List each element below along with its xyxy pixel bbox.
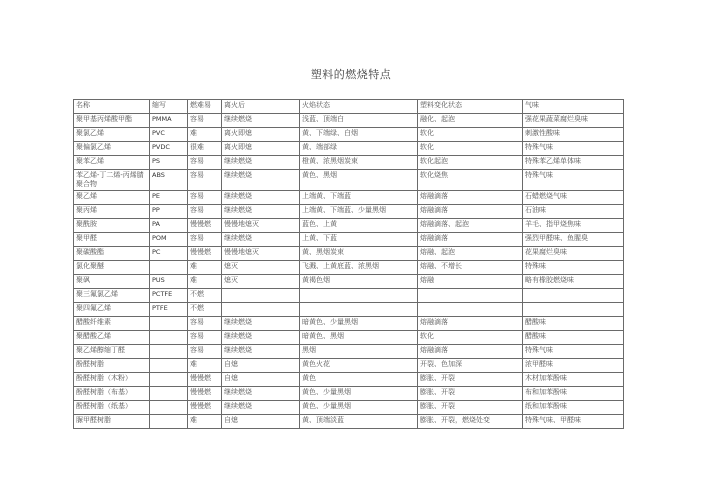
cell-change [418,289,523,303]
cell-odor: 花果腐烂臭味 [523,247,624,261]
cell-odor [523,303,624,317]
cell-after-fire: 离火即熄 [222,142,300,156]
table-row [74,170,624,191]
cell-odor: 特殊气味、甲醛味 [523,415,624,429]
cell-change: 熔融滴落 [418,191,523,205]
cell-after-fire: 继续燃烧 [222,233,300,247]
cell-abbr [150,359,188,373]
cell-name: 聚酰胺 [74,219,150,233]
combustion-table [73,99,624,429]
cell-ease: 容易 [188,317,222,331]
cell-after-fire: 熄灭 [222,275,300,289]
cell-flame: 暗黄色、黑烟 [300,331,418,345]
cell-ease: 慢慢燃 [188,247,222,261]
cell-abbr [150,317,188,331]
cell-change: 软化 [418,142,523,156]
cell-ease: 难 [188,415,222,429]
cell-abbr: PVDC [150,142,188,156]
column-header-name: 名称 [74,100,150,114]
cell-after-fire: 继续燃烧 [222,205,300,219]
cell-ease: 容易 [188,331,222,345]
cell-odor: 石油味 [523,205,624,219]
cell-change: 开裂、色加深 [418,359,523,373]
cell-flame: 黄、端部绿 [300,142,418,156]
cell-name: 聚甲基丙烯酸甲酯 [74,114,150,128]
table-row [74,219,624,233]
cell-ease: 慢慢燃 [188,219,222,233]
cell-flame: 黄色、黑烟 [300,170,418,191]
cell-abbr [150,373,188,387]
cell-name: 聚甲醛 [74,233,150,247]
cell-name: 脲甲醛树脂 [74,415,150,429]
cell-change: 融化、起泡 [418,114,523,128]
cell-abbr: PMMA [150,114,188,128]
cell-flame: 黄色火花 [300,359,418,373]
table-row [74,156,624,170]
table-row [74,191,624,205]
cell-flame: 暗黄色、少量黑烟 [300,317,418,331]
cell-abbr [150,261,188,275]
cell-odor: 特殊气味 [523,142,624,156]
cell-abbr: ABS [150,170,188,191]
cell-after-fire: 继续燃烧 [222,401,300,415]
cell-change: 熔融滴落 [418,345,523,359]
cell-flame: 上端黄、下端蓝、少量黑烟 [300,205,418,219]
page-title: 塑料的燃烧特点 [310,68,392,81]
cell-after-fire [222,303,300,317]
cell-flame: 飞溅、上黄底蓝、浓黑烟 [300,261,418,275]
cell-abbr: POM [150,233,188,247]
cell-odor: 浓甲醛味 [523,359,624,373]
cell-change: 膨胀、开裂 [418,401,523,415]
cell-abbr: PCTFE [150,289,188,303]
cell-abbr [150,345,188,359]
cell-after-fire: 继续燃烧 [222,387,300,401]
cell-name: 聚砜 [74,275,150,289]
table-row [74,114,624,128]
cell-odor: 刺激性酸味 [523,128,624,142]
cell-after-fire: 自熄 [222,373,300,387]
table-row [74,142,624,156]
table-row [74,331,624,345]
table-row [74,317,624,331]
cell-after-fire: 熄灭 [222,261,300,275]
table-row [74,247,624,261]
cell-flame: 黄色、少量黑烟 [300,387,418,401]
cell-name: 聚四氟乙烯 [74,303,150,317]
table-row [74,275,624,289]
cell-name: 聚丙烯 [74,205,150,219]
cell-name: 聚苯乙烯 [74,156,150,170]
cell-odor: 醋酸味 [523,317,624,331]
cell-after-fire [222,289,300,303]
cell-change: 软化 [418,128,523,142]
cell-name: 酚醛树脂（布基） [74,387,150,401]
cell-flame: 黄、下端绿、白烟 [300,128,418,142]
cell-name: 氯化聚醚 [74,261,150,275]
cell-ease: 容易 [188,345,222,359]
cell-odor: 纸和加苯酚味 [523,401,624,415]
cell-abbr: PC [150,247,188,261]
cell-abbr: PS [150,156,188,170]
cell-ease: 容易 [188,205,222,219]
table-row [74,289,624,303]
cell-change: 软化 [418,331,523,345]
cell-ease: 难 [188,261,222,275]
cell-flame: 上端黄、下端蓝 [300,191,418,205]
cell-change: 软化烧焦 [418,170,523,191]
cell-flame: 黄色 [300,373,418,387]
cell-after-fire: 继续燃烧 [222,156,300,170]
cell-odor: 特殊气味 [523,170,624,191]
cell-flame: 上黄、下蓝 [300,233,418,247]
cell-name: 聚乙烯 [74,191,150,205]
cell-abbr [150,415,188,429]
cell-name: 酚醛树脂 [74,359,150,373]
cell-abbr: PUS [150,275,188,289]
cell-name: 醋酸纤维素 [74,317,150,331]
table-row [74,303,624,317]
cell-name: 聚氯乙烯 [74,128,150,142]
cell-odor: 木材加苯酚味 [523,373,624,387]
cell-abbr: PP [150,205,188,219]
cell-flame: 黑烟 [300,345,418,359]
cell-after-fire: 离火即熄 [222,128,300,142]
cell-name: 苯乙烯-丁二烯-丙烯腈聚合物 [74,170,150,191]
cell-odor: 强烈甲醛味、鱼腥臭 [523,233,624,247]
cell-ease: 容易 [188,170,222,191]
cell-ease: 容易 [188,233,222,247]
cell-abbr: PTFE [150,303,188,317]
cell-odor: 特殊气味 [523,345,624,359]
cell-abbr: PA [150,219,188,233]
cell-flame [300,303,418,317]
table-body [74,114,624,429]
cell-odor: 特殊苯乙烯单体味 [523,156,624,170]
cell-change: 熔融滴落 [418,205,523,219]
cell-flame [300,289,418,303]
cell-ease: 难 [188,359,222,373]
cell-change: 软化起泡 [418,156,523,170]
cell-odor: 羊毛、指甲烧焦味 [523,219,624,233]
cell-name: 聚乙烯醇缩丁醛 [74,345,150,359]
cell-change: 熔融、不增长 [418,261,523,275]
cell-ease: 不燃 [188,303,222,317]
cell-ease: 容易 [188,114,222,128]
cell-change [418,303,523,317]
cell-odor: 醋酸味 [523,331,624,345]
cell-flame: 黄、顶端淡蓝 [300,415,418,429]
cell-after-fire: 自熄 [222,415,300,429]
cell-flame: 浅蓝、顶端白 [300,114,418,128]
cell-change: 熔融、起泡 [418,247,523,261]
cell-ease: 难 [188,128,222,142]
table-row [74,205,624,219]
cell-abbr [150,387,188,401]
table-row [74,387,624,401]
cell-after-fire: 慢慢地熄灭 [222,219,300,233]
cell-ease: 很难 [188,142,222,156]
cell-flame: 橙黄、浓黑烟炭束 [300,156,418,170]
cell-flame: 黄色、少量黑烟 [300,401,418,415]
cell-after-fire: 继续燃烧 [222,317,300,331]
cell-abbr: PE [150,191,188,205]
cell-ease: 容易 [188,156,222,170]
cell-change: 熔融滴落 [418,317,523,331]
table-row [74,261,624,275]
cell-ease: 慢慢燃 [188,401,222,415]
cell-after-fire: 继续燃烧 [222,331,300,345]
cell-name: 聚碳酸酯 [74,247,150,261]
cell-change: 熔融 [418,275,523,289]
table-row [74,345,624,359]
cell-flame: 黄、黑烟炭束 [300,247,418,261]
table-row [74,373,624,387]
cell-abbr [150,331,188,345]
cell-after-fire: 慢慢地熄灭 [222,247,300,261]
cell-change: 膨胀、开裂 [418,387,523,401]
cell-odor: 石蜡燃烧气味 [523,191,624,205]
table-row [74,415,624,429]
cell-change: 熔融滴落 [418,233,523,247]
cell-name: 酚醛树脂（纸基） [74,401,150,415]
cell-flame: 蓝色、上黄 [300,219,418,233]
cell-odor: 略有橡胶燃烧味 [523,275,624,289]
cell-after-fire: 继续燃烧 [222,114,300,128]
cell-name: 聚三氟氯乙烯 [74,289,150,303]
table-header-row [74,100,624,114]
table-row [74,359,624,373]
table-row [74,233,624,247]
cell-ease: 慢慢燃 [188,373,222,387]
cell-name: 聚偏氯乙烯 [74,142,150,156]
cell-change: 膨胀、开裂 [418,373,523,387]
column-header-ease: 燃难易 [188,100,222,114]
column-header-change: 塑料变化状态 [418,100,523,114]
table-row [74,128,624,142]
cell-abbr: PVC [150,128,188,142]
cell-after-fire: 继续燃烧 [222,191,300,205]
table-row [74,401,624,415]
cell-after-fire: 继续燃烧 [222,170,300,191]
column-header-flame: 火焰状态 [300,100,418,114]
cell-ease: 不燃 [188,289,222,303]
cell-odor [523,289,624,303]
cell-flame: 黄褐色烟 [300,275,418,289]
cell-ease: 难 [188,275,222,289]
cell-ease: 容易 [188,191,222,205]
column-header-odor: 气味 [523,100,624,114]
cell-ease: 慢慢燃 [188,387,222,401]
cell-after-fire: 继续燃烧 [222,345,300,359]
cell-abbr [150,401,188,415]
cell-odor: 布和加苯酚味 [523,387,624,401]
column-header-abbr: 缩写 [150,100,188,114]
cell-odor: 特殊味 [523,261,624,275]
cell-name: 酚醛树脂（木粉） [74,373,150,387]
column-header-after-fire: 离火后 [222,100,300,114]
cell-change: 熔融滴落、起泡 [418,219,523,233]
cell-after-fire: 自熄 [222,359,300,373]
cell-name: 聚醋酸乙烯 [74,331,150,345]
cell-change: 膨胀、开裂，燃烧处变 [418,415,523,429]
cell-odor: 强花果蔬菜腐烂臭味 [523,114,624,128]
